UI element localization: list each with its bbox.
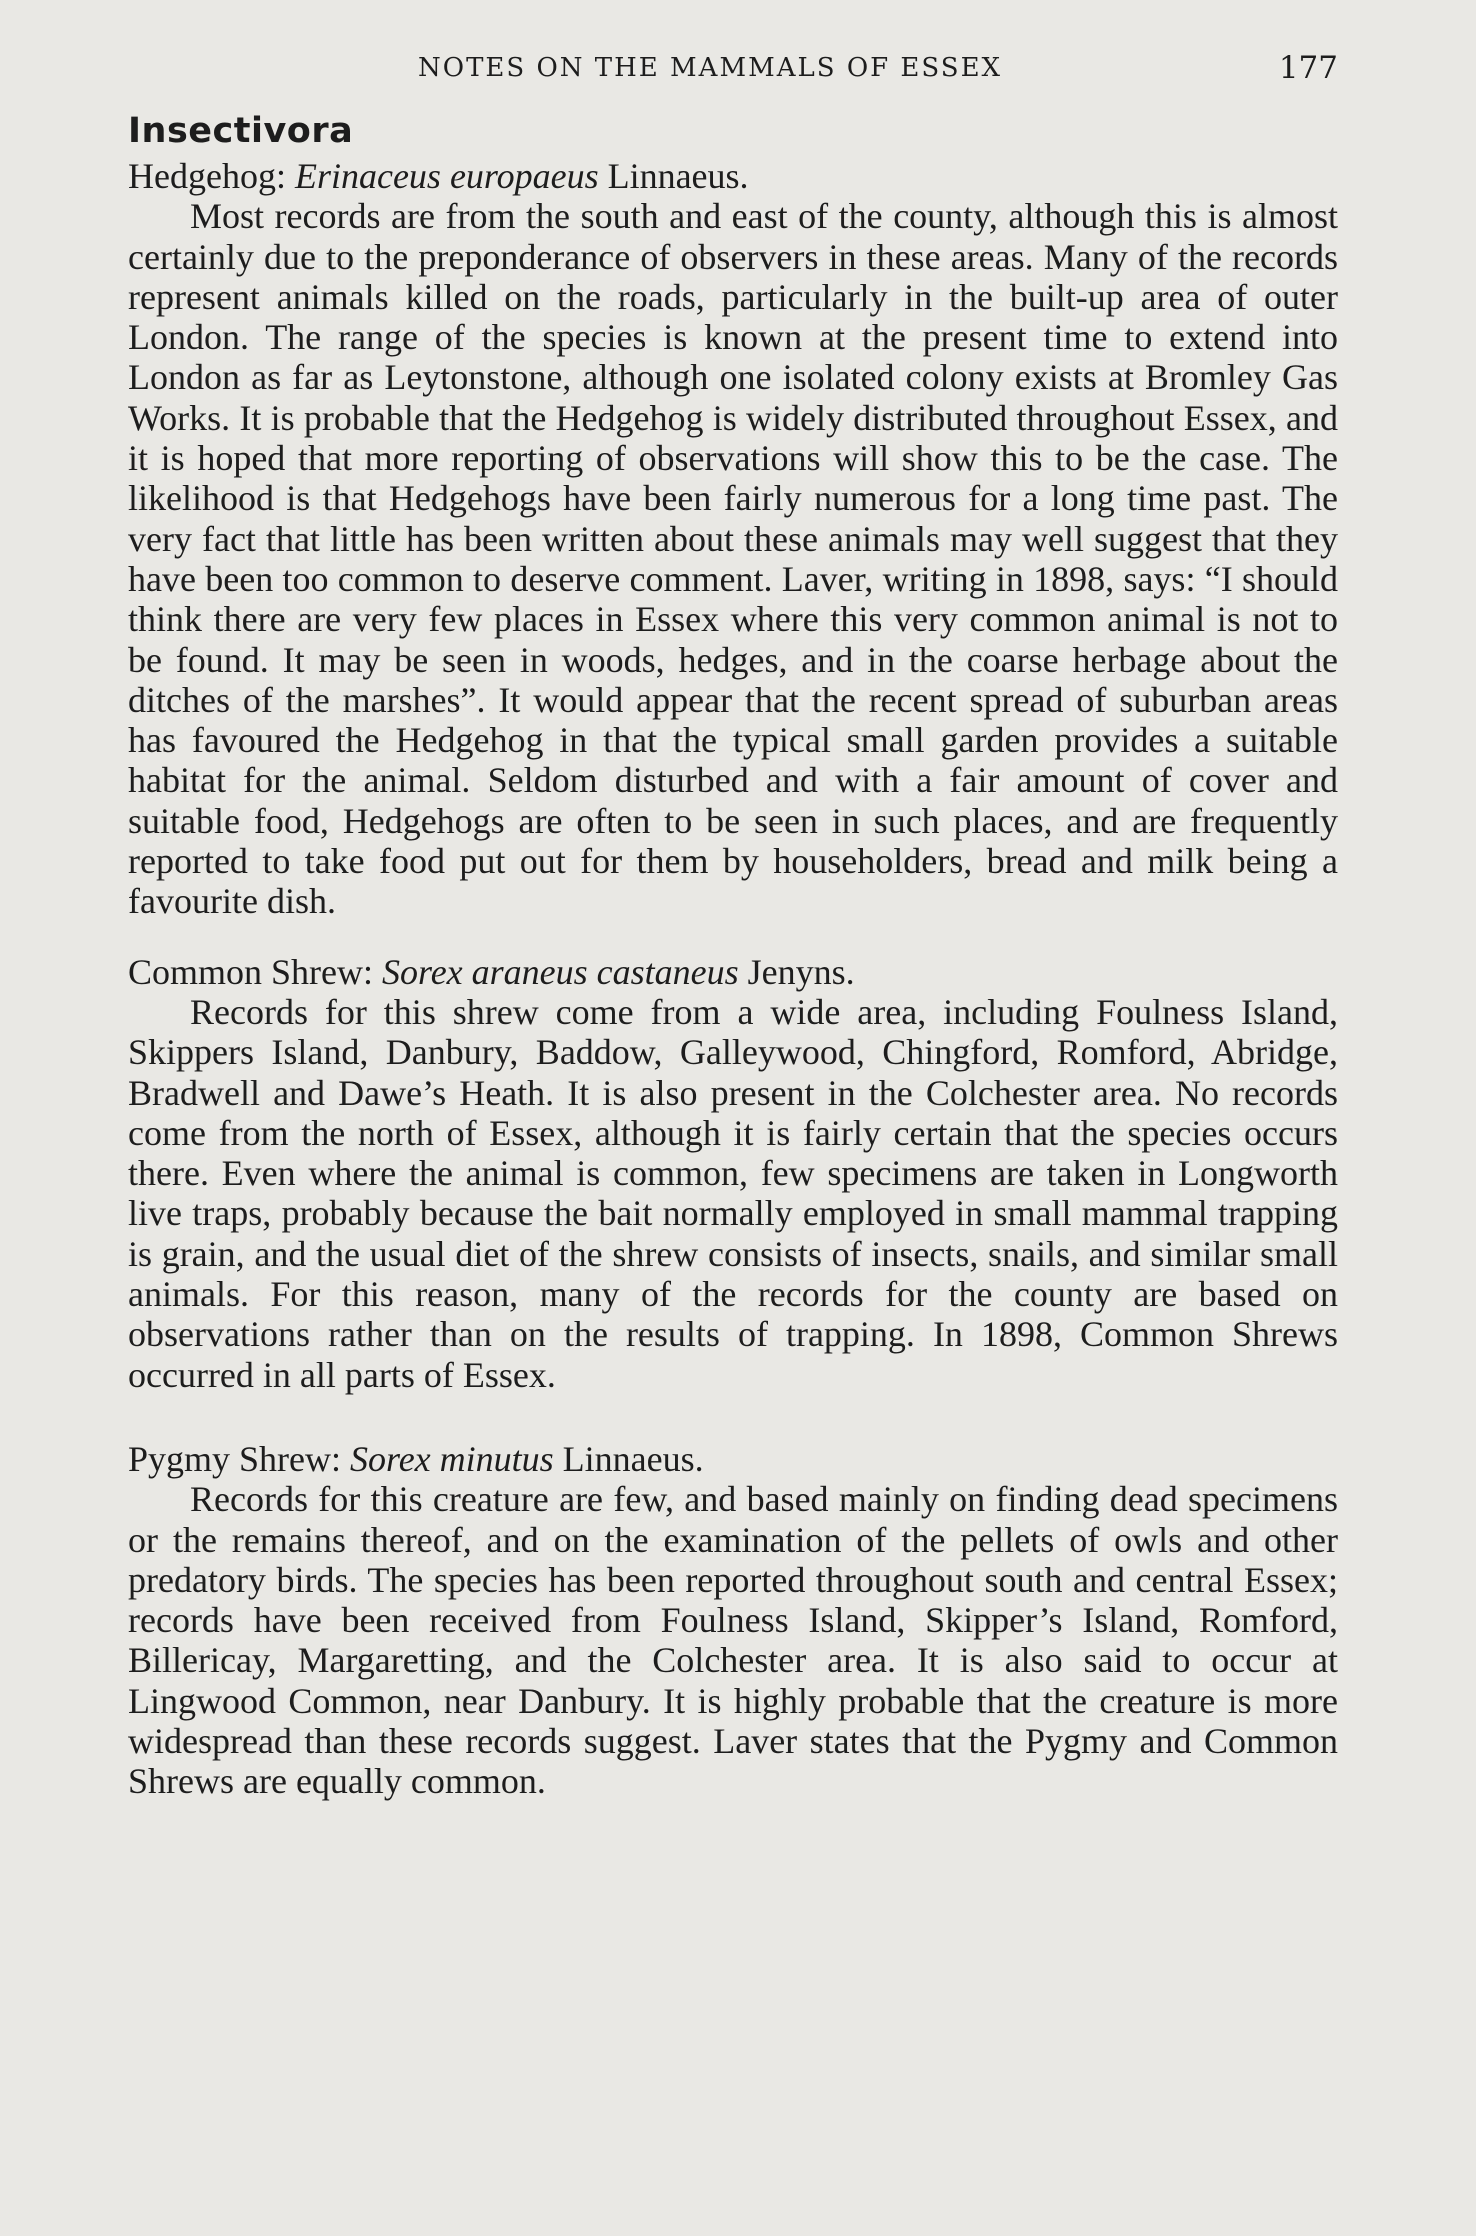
species-description: Records for this creature are few, and based mainly on finding dead specimens or the remains thereof, and on the examination of the pellets of owls and other predatory birds. The species has been reported throughout south and central Essex; records have been received from Foulness Island, Skipper’s Island, Romford, Billericay, Margaretting, and the Colchester area. It is also said to occur at Lingwood Common, near Danbury. It is highly probable that the creature is more widespread than these records suggest. Laver states that the Pygmy and Common Shrews are equally common. — [128, 1479, 1338, 1802]
book-page — [128, 0, 1338, 2236]
common-name: Pygmy Shrew: — [128, 1438, 342, 1479]
authority: Linnaeus. — [562, 1438, 704, 1479]
species-description: Most records are from the south and east of the county, although this is almost certainly due to the preponderance of observers in these areas. Many of the records represent animals killed on the roads, particularly in the built-up area of outer London. The range of the species is known at the present time to extend into London as far as Leytonstone, although one isolated colony exists at Bromley Gas Works. It is probable that the Hedgehog is widely distributed throughout Essex, and it is hoped that more reporting of observations will show this to be the case. The likelihood is that Hedgehogs have been fairly numerous for a long time past. The very fact that little has been written about these animals may well suggest that they have been too common to deserve comment. Laver, writing in 1898, says: “I should think there are very few places in Essex where this very common animal is not to be found. It may be seen in woods, hedges, and in the coarse herbage about the ditches of the marshes”. It would appear that the recent spread of suburban areas has favoured the Hedgehog in that the typical small garden provides a suitable habitat for the animal. Seldom disturbed and with a fair amount of cover and suitable food, Hedgehogs are often to be seen in such places, and are frequently reported to take food put out for them by householders, bread and milk being a favourite dish. — [128, 196, 1338, 922]
species-entry-hedgehog — [128, 156, 1338, 922]
authority: Jenyns. — [747, 951, 855, 992]
page-number: 177 — [1278, 50, 1338, 86]
common-name: Hedgehog: — [128, 156, 286, 196]
species-heading — [128, 1439, 1338, 1479]
running-head — [128, 48, 1338, 88]
species-entry-pygmy-shrew — [128, 1439, 1338, 1802]
running-title: NOTES ON THE MAMMALS OF ESSEX — [418, 53, 1003, 83]
species-heading — [128, 156, 1338, 196]
latin-name: Sorex minutus — [350, 1438, 554, 1479]
species-description: Records for this shrew come from a wide area, including Foulness Island, Skippers Island, Danbury, Baddow, Galleywood, Chingford, Romford, Abridge, Bradwell and Dawe’s Heath. It is also present in the Colchester area. No records come from the north of Essex, although it is fairly certain that the species occurs there. Even where the animal is common, few specimens are taken in Longworth live traps, probably because the bait normally employed in small mammal trapping is grain, and the usual diet of the shrew consists of insects, snails, and similar small animals. For this reason, many of the records for the county are based on observations rather than on the results of trapping. In 1898, Common Shrews occurred in all parts of Essex. — [128, 991, 1338, 1395]
latin-name: Sorex araneus castaneus — [382, 951, 739, 992]
page-body — [128, 156, 1338, 1802]
latin-name: Erinaceus europaeus — [294, 156, 599, 196]
authority: Linnaeus. — [607, 156, 749, 196]
section-heading: Insectivora — [128, 111, 354, 151]
common-name: Common Shrew: — [128, 951, 374, 992]
species-heading — [128, 952, 1338, 992]
species-entry-common-shrew — [128, 952, 1338, 1395]
